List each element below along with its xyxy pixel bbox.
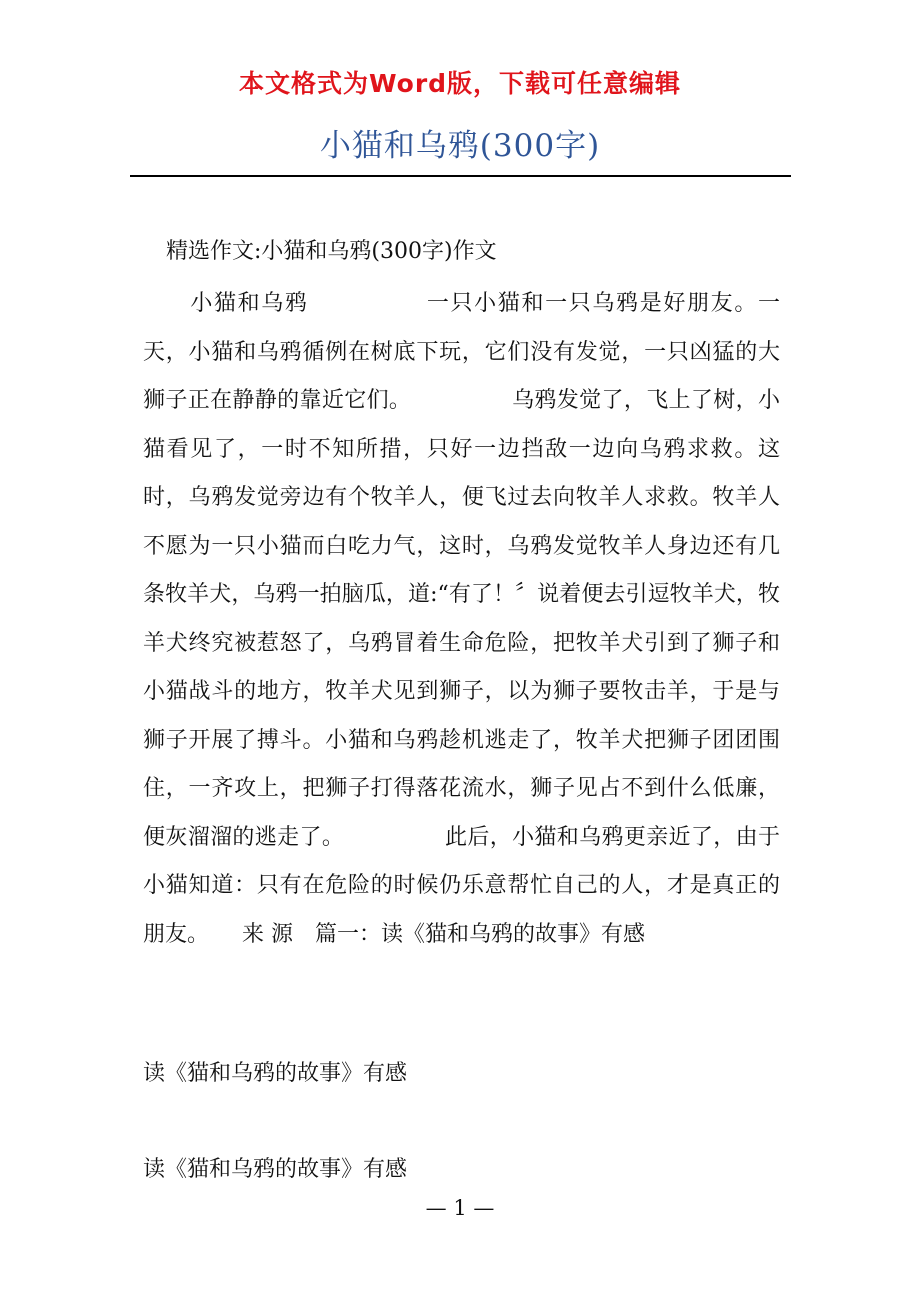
essay-body: [143, 280, 780, 959]
related-heading-2: 读《猫和乌鸦的故事》有感: [143, 1157, 408, 1182]
essay-subtitle: 精选作文:小猫和乌鸦(300字)作文: [166, 239, 497, 264]
paragraph-indent: [143, 291, 190, 316]
related-heading-1: 读《猫和乌鸦的故事》有感: [143, 1061, 408, 1086]
essay-body-text: 小猫和乌鸦 一只小猫和一只乌鸦是好朋友。一天，小猫和乌鸦循例在树底下玩，它们没有发觉，一只凶猛的大狮子正在静静的靠近它们。 乌鸦发觉了，飞上了树，小猫看见了，一时不知所措，只好一边挡敌一边向乌鸦求救。这时，乌鸦发觉旁边有个牧羊人，便飞过去向牧羊人求救。牧羊人不愿为一只小猫而白吃力气，这时，乌鸦发觉牧羊人身边还有几条牧羊犬，乌鸦一拍脑瓜，道:“有了！〞说着便去引逗牧羊犬，牧羊犬终究被惹怒了，乌鸦冒着生命危险，把牧羊犬引到了狮子和小猫战斗的地方，牧羊犬见到狮子，以为狮子要牧击羊，于是与狮子开展了搏斗。小猫和乌鸦趁机逃走了，牧羊犬把狮子团团围住，一齐攻上，把狮子打得落花流水，狮子见占不到什么低廉，便灰溜溜的逃走了。 此后，小猫和乌鸦更亲近了，由于小猫知道：只有在危险的时候仍乐意帮忙自己的人，才是真正的朋友。 来 源 篇一：读《猫和乌鸦的故事》有感: [143, 291, 780, 947]
download-banner: 本文格式为Word版，下载可任意编辑: [238, 69, 682, 98]
title-divider: [130, 175, 791, 177]
document-title: 小猫和乌鸦(300字): [319, 128, 601, 164]
page-number: — 1 —: [425, 1196, 495, 1220]
